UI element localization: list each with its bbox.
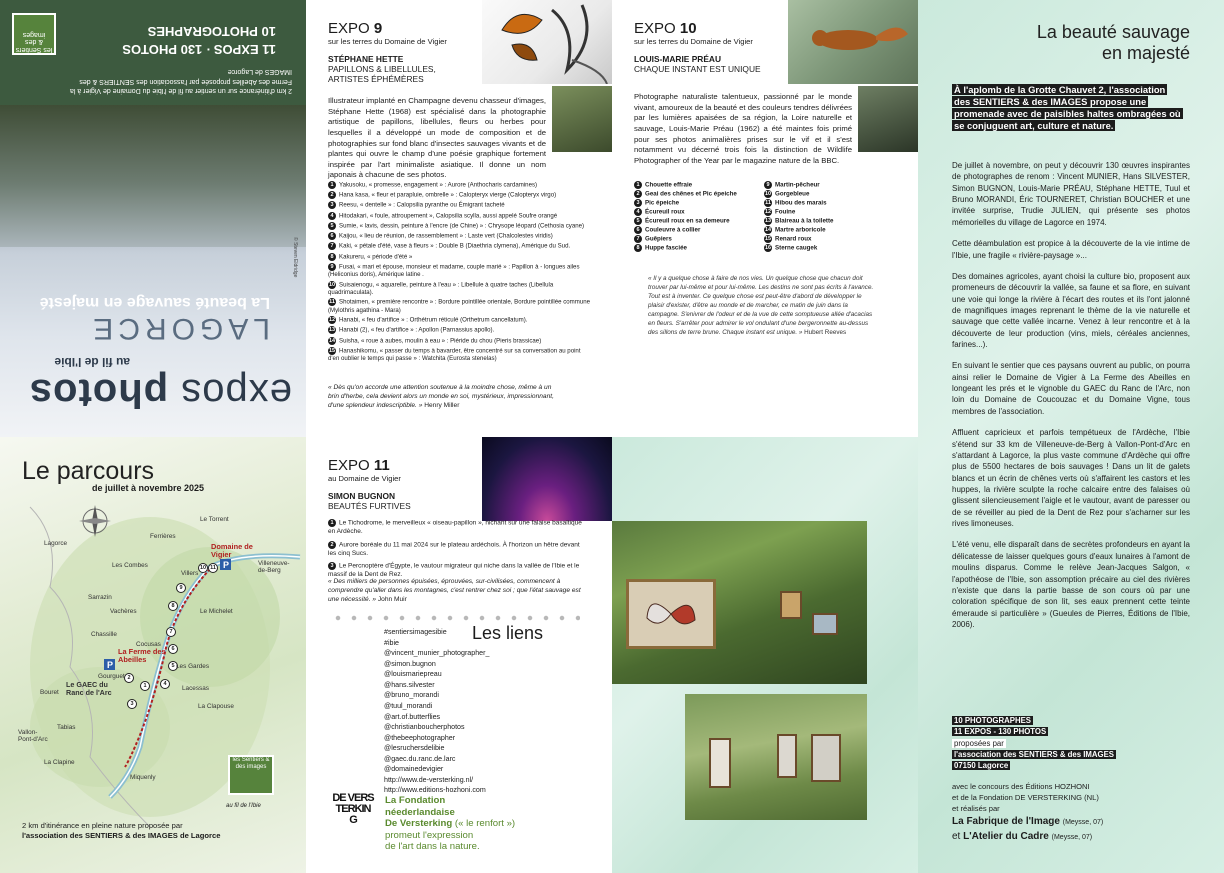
cover-title: expos photos [28, 371, 292, 415]
list-item: 13 Blaireau à la toilette [764, 217, 834, 225]
expo9-list [328, 181, 590, 365]
list-item: 9 Fusai, « mari et épouse, monsieur et madame, couple marié » : Papillon à - longues ailes (Heliconius doris), Amérique latine . [328, 263, 580, 278]
map-label: Sarrazin [88, 594, 112, 601]
list-item: 4 Hitodakari, « foule, attroupement », Calopsilia scylla, aussi appelé Soufre orangé [328, 212, 590, 220]
expo9-quote: « Dès qu'on accorde une attention soutenue à la moindre chose, même à un brin d'herbe, cela devient alors un monde en soi, mystérieux, impressionnant, d'une splendeur indescriptible. » Henry Miller [328, 384, 554, 410]
photo-frame [780, 591, 802, 619]
butterfly-photo [482, 0, 612, 84]
map-title: Le parcours [22, 457, 155, 485]
map-panel [0, 437, 306, 873]
expo9-place: sur les terres du Domaine de Vigier [328, 37, 447, 46]
list-item: 9 Martin-pêcheur [764, 181, 884, 189]
link-item[interactable]: @lesruchersdelibie [384, 744, 445, 753]
list-item: 3 Reesu, « dentelle » : Calopsilia pyranthe ou Émigrant tacheté [328, 201, 590, 209]
map-marker: 6 [168, 640, 181, 658]
map-label: Le Torrent [200, 516, 229, 523]
list-item: 12 Fouine [764, 208, 796, 216]
map-marker: 3 [127, 695, 140, 713]
list-item: 4 Écureuil roux [634, 208, 764, 216]
list-item: 15 Renard roux [764, 235, 812, 243]
dotted-divider [330, 615, 580, 621]
link-item[interactable]: @vincent_munier_photographer_ [384, 649, 490, 658]
preau-portrait [858, 86, 918, 152]
expo11-title: EXPO 11 [328, 457, 390, 474]
map-marker: 5 [168, 657, 181, 675]
link-item[interactable]: @gaec.du.ranc.de.larc [384, 754, 456, 763]
fondation-text: La Fondation néederlandaise De Versterking (« le renfort ») promeut l'expression de l'art dans la nature. [385, 795, 516, 852]
squirrel-icon [788, 0, 918, 84]
list-item: 5 Écureuil roux en sa demeure [634, 217, 764, 225]
photo-frame [709, 738, 731, 788]
map-marker: 1 [140, 677, 153, 695]
expo11-photographer: SIMON BUGNON [328, 491, 395, 501]
expo11-place: au Domaine de Vigier [328, 474, 401, 483]
expo11-panel [306, 437, 612, 873]
map-marker: 8 [168, 597, 181, 615]
map-label: Villers [181, 570, 199, 577]
aurora-photo [482, 437, 612, 521]
map-signature: au fil de l'Ibie [226, 803, 261, 809]
list-item: 1 Le Tichodrome, le merveilleux « oiseau-papillon », nichant sur une falaise basaltique en Ardèche. [328, 519, 582, 536]
list-item: 2 Hana kasa, « fleur et parapluie, ombrelle » : Calopteryx vierge (Calopteryx virgo) [328, 191, 590, 199]
expo10-quote: « Il y a quelque chose à faire de nos vies. Un quelque chose que chacun doit trouver par lui-même et pour lui-même. Les destins ne sont pas écrits à l'avance. Tout est à inventer. Ce quelque chose est peut-être d'abord de développer le plaisir d'exister, d'être au monde et de marcher, ce matin de juin dans la campagne. S'enivrer de l'odeur et de la vue de cette somptueuse allée d'acacias en fleurs. S'arrêter pour admirer le vol ondulant d'une bergeronnette au-dessus des sillons de terre brune. Chaque instant est unique. » Hubert Reeves [648, 275, 874, 336]
map-label: Le Michelet [200, 608, 233, 615]
intro-lead: À l'aplomb de la Grotte Chauvet 2, l'association des SENTIERS & des IMAGES propose une promenade avec de paisibles haltes ombragées où se conjuguent art, culture et nature. [954, 84, 1181, 131]
link-item[interactable]: #sentiersimagesibie [384, 628, 447, 636]
map-label: Le GAEC du Ranc de l'Arc [66, 680, 112, 697]
map-label: Cocusas [136, 641, 161, 648]
list-item: 2 Aurore boréale du 11 mai 2024 sur le plateau ardéchois. À l'horizon un hêtre devant les cinq Sucs. [328, 541, 580, 557]
list-item: 12 Hanabi, « feu d'artifice » : Orthétrum réticulé (Orthetrum cancellatum). [328, 316, 528, 324]
cover-landscape-photo [0, 105, 306, 247]
list-item: 7 Guêpiers [634, 235, 764, 243]
list-item: 6 Kaijou, « lieu de réunion, de rassemblement » : Laste vert (Chalcolestes viridis) [328, 232, 590, 240]
links-title: Les liens [472, 623, 544, 643]
photo-frame [777, 734, 797, 778]
link-item[interactable]: @thebeephotographer [384, 733, 456, 742]
link-item[interactable]: @art.of.butterflies [384, 712, 441, 721]
link-item[interactable]: @bruno_morandi [384, 691, 439, 700]
intro-panel [918, 0, 1224, 873]
map-dates: de juillet à novembre 2025 [92, 483, 205, 493]
list-item: 8 Kakureru, « période d'été » [328, 253, 590, 261]
expo9-theme: PAPILLONS & LIBELLULES, ARTISTES ÉPHÉMÈRES [328, 64, 436, 85]
map-label: La Clapine [44, 759, 75, 766]
expo9-header [328, 20, 478, 84]
list-item: 2 Geai des chênes et Pic épeiche [634, 190, 764, 198]
photo-frame [812, 613, 838, 635]
cover-tagline: La beauté sauvage en majesté [39, 294, 270, 311]
list-item: 14 Suisha, « roue à aubes, moulin à eau » : Piéride du chou (Pieris brassicae) [328, 337, 542, 345]
expo11-list [328, 519, 588, 584]
expo10-panel [612, 0, 918, 437]
list-item: 3 Pic épeiche [634, 199, 764, 207]
map-footer: 2 km d'itinérance en pleine nature proposée par l'association des SENTIERS & des IMAGES de Lagorce [22, 821, 221, 840]
list-item: 6 Couleuvre à collier [634, 226, 764, 234]
map-marker: 10 [199, 564, 207, 571]
expo10-bio: Photographe naturaliste talentueux, passionné par le monde vivant, amoureux de la beauté et des couleurs tendres délivrées par les lumières apaisées de sa région, la Loire naturelle et sauvage, Louis-Marie Préau (1962) a été maintes fois primé pour ses photos animalières prises sur le vif et il s'est notamment vu décerné trois fois la distinction de Wildlife Photographer of the Year par le magazine nature de la BBC. [634, 92, 852, 165]
link-item[interactable]: @hans.silvester [384, 680, 435, 689]
expo11-theme: BEAUTÉS FURTIVES [328, 501, 411, 511]
links-list [384, 627, 584, 796]
map-label: Villeneuve-de-Berg [258, 560, 290, 575]
map-label: Les Combes [112, 562, 148, 569]
map-marker: 11 [208, 559, 221, 577]
map-label: La Ferme des Abeilles [118, 647, 166, 664]
map-marker: 7 [166, 623, 179, 641]
map-label: Les Gardes [176, 663, 210, 670]
list-item: 11 Shotaimen, « première rencontre » : Bordure pointillée orientale, Bordure pointillée commune (Mylothris agathina - Mara) [328, 299, 590, 314]
list-item: 3 Le Percnoptère d'Égypte, le vautour migrateur qui niche dans la vallée de l'Ibie et le massif de la Dent de Rez. [328, 562, 580, 579]
cover-fil: au fil de l'Ibie [54, 355, 130, 369]
list-item: 10 Gorgebleue [764, 190, 810, 198]
list-item: 1 Chouette effraie [634, 181, 764, 189]
map-label: Bouret [40, 689, 59, 696]
photo-frame [811, 734, 841, 782]
cover-strip-title: 10 PHOTOGRAPHES [147, 24, 276, 39]
link-item[interactable]: @tuul_morandi [384, 701, 433, 710]
cover-place: LAGORCE [88, 312, 270, 345]
intro-box: 10 PHOTOGRAPHES 11 EXPOS - 130 PHOTOS proposées par l'association des SENTIERS & des IMAGES 07150 Lagorce [954, 716, 1114, 771]
map-label: Lacessas [182, 685, 209, 692]
expo9-photographer: STÉPHANE HETTE [328, 54, 404, 64]
exhibition-photo-2 [685, 694, 867, 820]
map-label: Vallon-Pont-d'Arc [18, 729, 48, 744]
expo10-header [634, 20, 784, 74]
versterking-logo: DE VERSTERKING [332, 792, 374, 826]
map-label: La Clapouse [198, 703, 234, 710]
cover-panel [0, 0, 306, 437]
map-marker: 2 [124, 669, 137, 687]
link-item[interactable]: @domainedevigier [384, 765, 444, 774]
expo9-bio: Illustrateur implanté en Champagne devenu chasseur d'images, Stéphane Hette (1968) est spécialisé dans la photographie artistique de papillons, libellules, fleurs ou herbes pour lesquelles il a développé un mode de composition et de photographies sur fond blanc d'insectes sauvages vivants et de plantes qui ouvre le champ d'une poésie graphique fortement inspirée par l'art minimaliste asiatique. Il donne un nom japonais à chacune de ses photos. [328, 96, 546, 180]
link-item[interactable]: @christianboucherphotos [384, 723, 465, 732]
map-label: Miquenly [130, 774, 156, 781]
link-item[interactable]: #ibie [384, 638, 399, 647]
map-label: Gourguet [98, 673, 125, 680]
list-item: 13 Hanabi (2), « feu d'artifice » : Apollon (Parnassius apollo). [328, 327, 495, 335]
expo10-list-left [634, 181, 764, 253]
expo10-place: sur les terres du Domaine de Vigier [634, 37, 753, 46]
expo11-quote: « Des milliers de personnes épuisées, éprouvées, sur-civilisées, commencent à comprendre qu'aller dans les montagnes, c'est rentrer chez soi ; que l'état sauvage est une nécessité. » John Muir [328, 578, 581, 604]
list-item: 16 Sterne caugek [764, 244, 818, 252]
list-item: 1 Yakusoku, « promesse, engagement » : Aurore (Anthocharis cardamines) [328, 181, 590, 189]
link-item[interactable]: @louismariepreau [384, 670, 442, 679]
sentiers-logo: les Sentiers & des images [228, 755, 274, 795]
expo10-list-right [764, 181, 884, 253]
expo10-theme: CHAQUE INSTANT EST UNIQUE [634, 64, 761, 74]
list-item: 8 Huppe fasciée [634, 244, 764, 252]
cover-strip [0, 0, 306, 105]
svg-text:P: P [107, 660, 114, 670]
expo10-photographer: LOUIS-MARIE PRÉAU [634, 54, 722, 64]
map-label: Vachères [110, 608, 137, 615]
map-marker: 4 [160, 675, 173, 693]
link-item[interactable]: @simon.bugnon [384, 659, 436, 668]
exhibition-photo-1 [612, 521, 867, 684]
link-item[interactable]: http://www.editions-hozhoni.com [384, 786, 486, 795]
list-item: 11 Hibou des marais [765, 199, 827, 207]
expo10-title: EXPO 10 [634, 20, 697, 37]
map-label: Ferrières [150, 533, 176, 540]
cover-strip-line2: 11 EXPOS · 130 PHOTOS [122, 42, 276, 57]
list-item: 15 Hanashikomu, « passer du temps à bavarder, être concentré sur sa conversation au point d'en oublier le temps qui passe » : Watchita (Eurosta stenelas) [328, 347, 581, 363]
hette-portrait [552, 86, 612, 152]
cover-logo: les Sentiers & des images [12, 13, 56, 55]
photo-frame [626, 579, 716, 649]
map-label: Chassille [91, 631, 117, 638]
cover-credit: © Steven Eldridge [292, 237, 298, 278]
list-item: 5 Sumie, « lavis, dessin, peinture à l'encre (de Chine) » : Chrysope léopard (Cethosia cyane) [328, 222, 590, 230]
list-item: 7 Kaki, « pétale d'été, vase à fleurs » : Double B (Diaethria clymena), Amérique du Sud. [328, 242, 590, 250]
intro-title: La beauté sauvage en majesté [1036, 22, 1190, 63]
butterfly-icon [629, 582, 713, 646]
expo9-panel [306, 0, 612, 437]
map-label: Domaine de Vigier [211, 542, 253, 559]
photos-panel [612, 437, 918, 873]
intro-body: De juillet à novembre, on peut y découvrir 130 œuvres inspirantes de photographes de renom : Vincent MUNIER, Hans SILVESTER, Simon BUGNON, Louis-Marie PRÉAU, Stéphane HETTE, Tuul et Bruno MORANDI, Éric TOURNERET, Christian BOUCHER et une invitée surprise, Trudie JULIEN, qui présente ses photos mémorielles du village de Lagorce en 1974. Cette déambulation est propice à la découverte de la vie intime de l'Ibie, une fragile « rivière-paysage »... Des domaines agricoles, ayant choisi la culture bio, proposent aux promeneurs de découvrir la vallée, sa faune et sa flore, en suivant une voie qui longe la rivière à l'écart des routes et ils l'ont jalonné de magnifiques images reprenant le thème de la vie naturelle et sauvage que cette vallée incarne. Venez à leur rencontre et à la découverte de leur production (vins, miels, céréales anciennes, farines...). En suivant le sentier que ces paysans ouvrent au public, on pourra ainsi relier le Domaine de Vigier à La Ferme des Abeilles en longeant les prés et le vignoble du GAEC du Ranc de l'Arc, non loin du Domaine de Coucouzac et du Domaine Vigne, tous membres de l'association. Affluent capricieux et parfois tempétueux de l'Ardèche, l'Ibie s'étend sur 33 km de Villeneuve-de-Berg à Vallon-Pont-d'Arc en s'attardant à Lagorce, la plus vaste commune d'Ardèche qui offre plus de 5500 hectares de bois sauvages ! Dans un lit de galets blancs et un écrin de chênes verts où s'affairent les castors et les huppes, la rivière sculpte la roche calcaire entre des falaises où glissent silencieusement l'aigle et le vautour, avant de paresser ou de se réveiller au pied de la Dent de Rez pour s'acharner sur les rives limoneuses. L'été venu, elle disparaît dans de secrètes profondeurs en ayant la délicatesse de laisser quelques gours d'eaux lunaires à l'amont de moulins disparus. Comme le relève Jean-Jacques Salgon, « l'apothéose de l'Ibie, son assomption précaire au ciel des rivières n'existe que dans la partie basse de son cours où par une coloration spécifique de son lit, ses eaux prennent cette teinte émeraude si particulière » (Gueules de Pierres, Éditions de l'Ibie, 2006). [952, 161, 1190, 629]
squirrel-photo [788, 0, 918, 84]
list-item: 14 Martre arboricole [764, 226, 826, 234]
map-marker: 9 [176, 579, 189, 597]
intro-support: avec le concours des Éditions HOZHONI et de la Fondation DE VERSTERKING (NL) et réalisés par La Fabrique de l'Image (Meysse, 07) et L'Atelier du Cadre (Meysse, 07) [952, 782, 1104, 842]
list-item: 10 Suisaienogu, « aquarelle, peinture à l'eau » : Libellule à quatre taches (Libellula quadrimaculata). [328, 281, 554, 296]
map-label: Tabias [57, 724, 76, 731]
butterfly-icon [482, 0, 612, 84]
expo11-header [328, 457, 478, 511]
expo9-title: EXPO 9 [328, 20, 383, 37]
svg-text:P: P [223, 560, 230, 570]
link-item[interactable]: http://www.de-versterking.nl/ [384, 775, 474, 784]
map-label: Lagorce [44, 540, 68, 547]
cover-strip-body: 2 km d'itinérance sur un sentier au fil de l'Ibie du Domaine de Vigier à la Ferme des Abeilles proposée par l'association des SENTIERS & des IMAGES de Lagorce [69, 68, 292, 94]
